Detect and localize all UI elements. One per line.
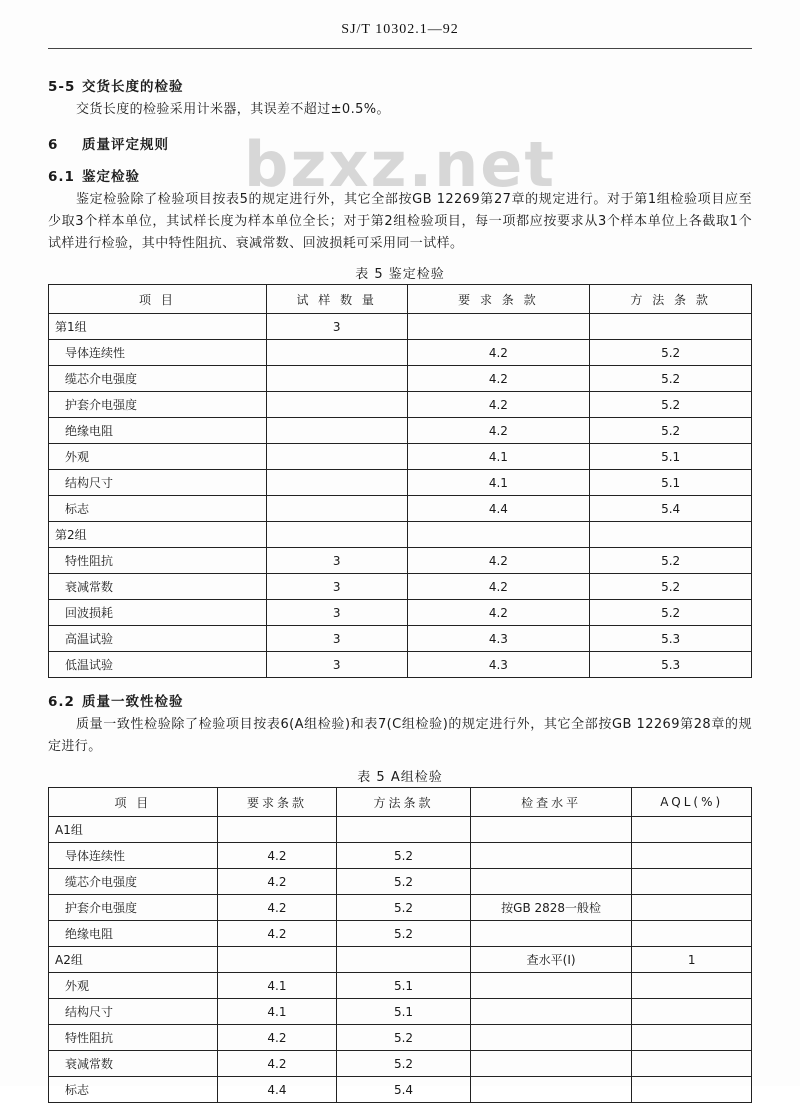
cell-method: 5.2 bbox=[590, 418, 752, 444]
cell-item: 衰减常数 bbox=[49, 1051, 218, 1077]
cell-count: 3 bbox=[266, 600, 407, 626]
section-title: 质量评定规则 bbox=[82, 137, 169, 153]
table-row bbox=[49, 496, 752, 522]
cell-require: 4.2 bbox=[217, 1051, 337, 1077]
table-row bbox=[49, 817, 752, 843]
cell-method: 5.2 bbox=[337, 1051, 471, 1077]
cell-method: 5.4 bbox=[590, 496, 752, 522]
cell-item: 绝缘电阻 bbox=[49, 921, 218, 947]
cell-level bbox=[470, 1025, 632, 1051]
cell-require: 4.2 bbox=[217, 895, 337, 921]
section-paragraph-6-2: 质量一致性检验除了检验项目按表6(A组检验)和表7(C组检验)的规定进行外，其它全部按GB 12269第28章的规定进行。 bbox=[48, 717, 752, 754]
cell-aql bbox=[632, 921, 752, 947]
section-heading-5-5 bbox=[48, 75, 752, 95]
section-number: 6 bbox=[48, 137, 59, 153]
cell-method: 5.1 bbox=[590, 444, 752, 470]
cell-item: 护套介电强度 bbox=[49, 895, 218, 921]
document-body bbox=[48, 49, 752, 1103]
table5-col-method: 方 法 条 款 bbox=[590, 285, 752, 314]
table5-col-count: 试 样 数 量 bbox=[266, 285, 407, 314]
table-row bbox=[49, 548, 752, 574]
cell-count bbox=[266, 522, 407, 548]
cell-aql bbox=[632, 843, 752, 869]
cell-count bbox=[266, 496, 407, 522]
cell-item: 回波损耗 bbox=[49, 600, 267, 626]
cell-require: 4.1 bbox=[217, 999, 337, 1025]
cell-item: 导体连续性 bbox=[49, 340, 267, 366]
cell-aql bbox=[632, 1077, 752, 1103]
cell-count: 3 bbox=[266, 548, 407, 574]
cell-method: 5.2 bbox=[337, 843, 471, 869]
table-row bbox=[49, 366, 752, 392]
section-title: 质量一致性检验 bbox=[82, 694, 184, 710]
table-group-a-inspection bbox=[48, 787, 752, 1103]
cell-method: 5.1 bbox=[337, 999, 471, 1025]
cell-method: 5.1 bbox=[590, 470, 752, 496]
cell-level bbox=[470, 1051, 632, 1077]
cell-aql: 1 bbox=[632, 947, 752, 973]
cell-level: 按GB 2828一般检 bbox=[470, 895, 632, 921]
cell-item: 结构尺寸 bbox=[49, 999, 218, 1025]
table-row bbox=[49, 522, 752, 548]
cell-aql bbox=[632, 817, 752, 843]
page-header bbox=[48, 0, 752, 38]
cell-level bbox=[470, 921, 632, 947]
section-heading-6-1 bbox=[48, 165, 752, 185]
section-paragraph-5-5: 交货长度的检验采用计米器，其误差不超过±0.5%。 bbox=[76, 102, 390, 117]
section-title: 交货长度的检验 bbox=[82, 79, 184, 95]
cell-require: 4.1 bbox=[407, 470, 590, 496]
cell-method: 5.2 bbox=[590, 600, 752, 626]
cell-method: 5.2 bbox=[590, 366, 752, 392]
cell-method: 5.2 bbox=[337, 1025, 471, 1051]
table-rating-inspection bbox=[48, 284, 752, 678]
cell-require: 4.2 bbox=[217, 869, 337, 895]
table-row bbox=[49, 843, 752, 869]
section-number: 6.1 bbox=[48, 169, 75, 185]
table-row bbox=[49, 869, 752, 895]
cell-method: 5.2 bbox=[590, 574, 752, 600]
table6-caption: 表 5 A组检验 bbox=[357, 770, 443, 785]
cell-count bbox=[266, 418, 407, 444]
cell-require: 4.2 bbox=[407, 392, 590, 418]
cell-require: 4.2 bbox=[217, 921, 337, 947]
cell-require: 4.1 bbox=[407, 444, 590, 470]
cell-item: 特性阻抗 bbox=[49, 1025, 218, 1051]
table-row bbox=[49, 1025, 752, 1051]
table-row bbox=[49, 470, 752, 496]
cell-method bbox=[590, 522, 752, 548]
cell-item: 标志 bbox=[49, 496, 267, 522]
cell-aql bbox=[632, 973, 752, 999]
cell-require: 4.2 bbox=[407, 574, 590, 600]
cell-method bbox=[337, 817, 471, 843]
table5-col-item: 项 目 bbox=[49, 285, 267, 314]
cell-aql bbox=[632, 1051, 752, 1077]
cell-count: 3 bbox=[266, 652, 407, 678]
table-header-row bbox=[49, 285, 752, 314]
table-row bbox=[49, 947, 752, 973]
cell-aql bbox=[632, 999, 752, 1025]
table-row bbox=[49, 895, 752, 921]
table6-col-level: 检查水平 bbox=[470, 788, 632, 817]
cell-count: 3 bbox=[266, 574, 407, 600]
cell-require: 4.1 bbox=[217, 973, 337, 999]
cell-require: 4.2 bbox=[407, 418, 590, 444]
cell-item: A1组 bbox=[49, 817, 218, 843]
cell-require: 4.2 bbox=[217, 843, 337, 869]
watermark: bzxz.net bbox=[244, 128, 556, 201]
table6-col-aql: AQL(%) bbox=[632, 788, 752, 817]
cell-item: 缆芯介电强度 bbox=[49, 869, 218, 895]
cell-count bbox=[266, 470, 407, 496]
cell-require bbox=[217, 947, 337, 973]
cell-method: 5.2 bbox=[590, 548, 752, 574]
cell-require: 4.2 bbox=[407, 366, 590, 392]
cell-count: 3 bbox=[266, 626, 407, 652]
cell-require: 4.3 bbox=[407, 652, 590, 678]
cell-require bbox=[407, 314, 590, 340]
cell-item: 缆芯介电强度 bbox=[49, 366, 267, 392]
table6-col-require: 要求条款 bbox=[217, 788, 337, 817]
table-row bbox=[49, 392, 752, 418]
table-row bbox=[49, 1077, 752, 1103]
cell-item: 特性阻抗 bbox=[49, 548, 267, 574]
section-heading-6-2 bbox=[48, 690, 752, 710]
cell-count bbox=[266, 366, 407, 392]
table5-col-require: 要 求 条 款 bbox=[407, 285, 590, 314]
section-number: 6.2 bbox=[48, 694, 75, 710]
cell-method: 5.2 bbox=[337, 869, 471, 895]
cell-item: 外观 bbox=[49, 973, 218, 999]
cell-item: A2组 bbox=[49, 947, 218, 973]
cell-item: 绝缘电阻 bbox=[49, 418, 267, 444]
table-row bbox=[49, 652, 752, 678]
cell-item: 外观 bbox=[49, 444, 267, 470]
cell-count: 3 bbox=[266, 314, 407, 340]
section-title: 鉴定检验 bbox=[82, 169, 140, 185]
cell-require: 4.2 bbox=[407, 600, 590, 626]
table-row bbox=[49, 574, 752, 600]
cell-item: 高温试验 bbox=[49, 626, 267, 652]
cell-level bbox=[470, 843, 632, 869]
cell-require: 4.4 bbox=[407, 496, 590, 522]
cell-item: 第2组 bbox=[49, 522, 267, 548]
cell-method: 5.4 bbox=[337, 1077, 471, 1103]
cell-require: 4.4 bbox=[217, 1077, 337, 1103]
table6-col-item: 项 目 bbox=[49, 788, 218, 817]
cell-require: 4.2 bbox=[217, 1025, 337, 1051]
cell-item: 结构尺寸 bbox=[49, 470, 267, 496]
cell-method: 5.3 bbox=[590, 652, 752, 678]
cell-item: 护套介电强度 bbox=[49, 392, 267, 418]
cell-method bbox=[337, 947, 471, 973]
table-row bbox=[49, 340, 752, 366]
table5-caption: 表 5 鉴定检验 bbox=[355, 267, 445, 282]
cell-item: 低温试验 bbox=[49, 652, 267, 678]
cell-item: 衰减常数 bbox=[49, 574, 267, 600]
table-row bbox=[49, 626, 752, 652]
cell-method: 5.1 bbox=[337, 973, 471, 999]
cell-item: 第1组 bbox=[49, 314, 267, 340]
cell-item: 导体连续性 bbox=[49, 843, 218, 869]
cell-require: 4.2 bbox=[407, 340, 590, 366]
table-row bbox=[49, 444, 752, 470]
cell-level bbox=[470, 1077, 632, 1103]
table-row bbox=[49, 973, 752, 999]
cell-level bbox=[470, 999, 632, 1025]
cell-method: 5.3 bbox=[590, 626, 752, 652]
section-number: 5-5 bbox=[48, 79, 76, 95]
section-heading-6 bbox=[48, 133, 752, 153]
cell-count bbox=[266, 392, 407, 418]
cell-count bbox=[266, 340, 407, 366]
standard-code: SJ/T 10302.1—92 bbox=[341, 22, 459, 37]
table-row bbox=[49, 921, 752, 947]
table5-body bbox=[49, 314, 752, 678]
section-paragraph-6-1: 鉴定检验除了检验项目按表5的规定进行外，其它全部按GB 12269第27章的规定进行。对于第1组检验项目应至少取3个样本单位，其试样长度为样本单位全长；对于第2组检验项目，每一项都应按要求从3个样本单位上各截取1个试样进行检验，其中特性阻抗、衰减常数、回波损耗可采用同一试样。 bbox=[48, 192, 752, 251]
cell-require: 4.2 bbox=[407, 548, 590, 574]
table6-col-method: 方法条款 bbox=[337, 788, 471, 817]
cell-method: 5.2 bbox=[337, 895, 471, 921]
table-row bbox=[49, 999, 752, 1025]
table-row bbox=[49, 314, 752, 340]
cell-method: 5.2 bbox=[590, 340, 752, 366]
table6-body bbox=[49, 817, 752, 1103]
cell-item: 标志 bbox=[49, 1077, 218, 1103]
cell-level bbox=[470, 973, 632, 999]
cell-method: 5.2 bbox=[590, 392, 752, 418]
table-row bbox=[49, 1051, 752, 1077]
cell-require bbox=[407, 522, 590, 548]
cell-method bbox=[590, 314, 752, 340]
cell-level bbox=[470, 869, 632, 895]
table-row bbox=[49, 418, 752, 444]
cell-aql bbox=[632, 1025, 752, 1051]
cell-level bbox=[470, 817, 632, 843]
cell-count bbox=[266, 444, 407, 470]
cell-level: 查水平(Ⅰ) bbox=[470, 947, 632, 973]
cell-require: 4.3 bbox=[407, 626, 590, 652]
cell-require bbox=[217, 817, 337, 843]
cell-aql bbox=[632, 869, 752, 895]
cell-method: 5.2 bbox=[337, 921, 471, 947]
table-row bbox=[49, 600, 752, 626]
cell-aql bbox=[632, 895, 752, 921]
table-header-row bbox=[49, 788, 752, 817]
